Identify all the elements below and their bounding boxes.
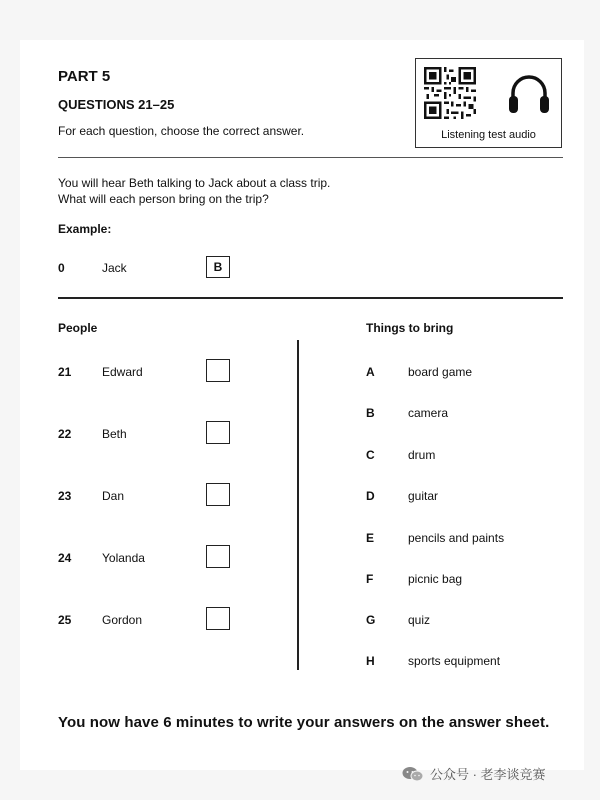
answer-box-21[interactable] (206, 359, 230, 382)
divider (58, 157, 563, 158)
example-label: Example: (58, 222, 112, 236)
watermark (402, 764, 546, 783)
person-name: Yolanda (102, 551, 145, 565)
answer-box-24[interactable] (206, 545, 230, 568)
intro-text-line-2: What will each person bring on the trip? (58, 192, 269, 206)
answer-box-22[interactable] (206, 421, 230, 444)
questions-title: QUESTIONS 21–25 (58, 97, 175, 112)
person-name: Gordon (102, 613, 143, 627)
option-text: picnic bag (408, 572, 463, 586)
option-letter: F (366, 572, 374, 586)
person-name: Dan (102, 489, 125, 503)
option-text: sports equipment (408, 654, 501, 668)
option-text: board game (408, 365, 473, 379)
instruction-text: For each question, choose the correct answer. (58, 124, 305, 138)
option-letter: B (366, 406, 375, 420)
option-text: pencils and paints (408, 531, 505, 545)
example-number: 0 (58, 261, 65, 275)
question-number: 23 (58, 489, 72, 503)
option-text: quiz (408, 613, 431, 627)
person-name: Beth (102, 427, 127, 441)
audio-label: Listening test audio (441, 129, 536, 141)
people-heading: People (58, 321, 98, 335)
example-name: Jack (102, 261, 127, 275)
question-number: 24 (58, 551, 72, 565)
qr-code-icon[interactable] (424, 67, 476, 119)
wechat-icon (402, 766, 424, 782)
column-divider (297, 340, 299, 670)
question-number: 25 (58, 613, 72, 627)
time-instruction: You now have 6 minutes to write your answers on the answer sheet. (58, 714, 550, 731)
intro-text-line-1: You will hear Beth talking to Jack about a class trip. (58, 176, 331, 190)
option-letter: D (366, 489, 375, 503)
option-letter: G (366, 613, 376, 627)
part-title: PART 5 (58, 68, 111, 85)
answer-box-23[interactable] (206, 483, 230, 506)
option-letter: H (366, 654, 375, 668)
divider (58, 297, 563, 299)
watermark-text: 公众号 · 老李谈竞赛 (430, 767, 546, 782)
example-answer-box: B (206, 256, 230, 278)
option-letter: C (366, 448, 375, 462)
answer-box-25[interactable] (206, 607, 230, 630)
option-letter: E (366, 531, 375, 545)
option-text: camera (408, 406, 449, 420)
option-text: drum (408, 448, 436, 462)
question-number: 21 (58, 365, 72, 379)
question-number: 22 (58, 427, 72, 441)
option-letter: A (366, 365, 375, 379)
things-heading: Things to bring (366, 321, 454, 335)
listening-audio-box[interactable] (415, 58, 562, 148)
person-name: Edward (102, 365, 143, 379)
headphones-icon (506, 71, 552, 117)
option-text: guitar (408, 489, 439, 503)
